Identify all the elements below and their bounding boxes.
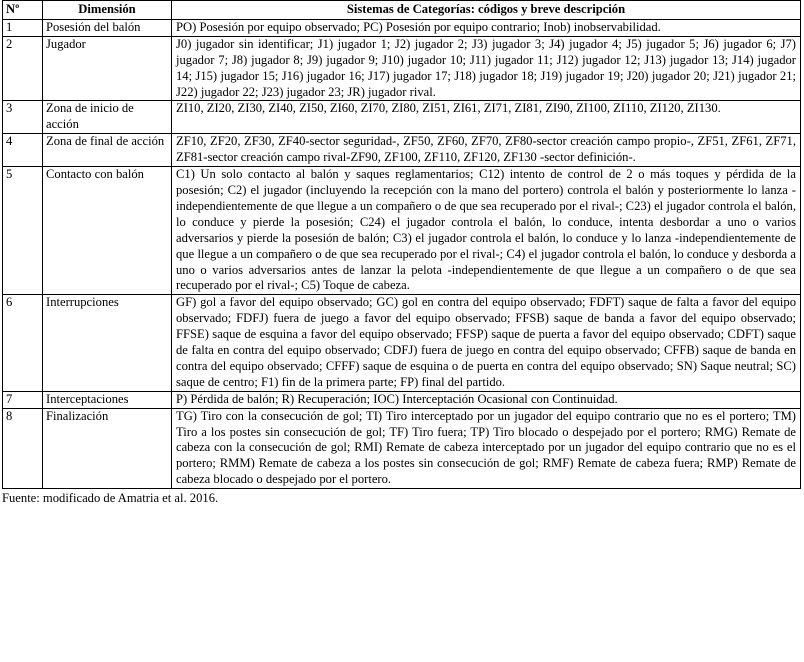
row-description: J0) jugador sin identificar; J1) jugador 1; J2) jugador 2; J3) jugador 3; J4) jugador 4; J5) jugador 5; J6) jugador 6; J7) jugador 7; J8) jugador 8; J9) jugador 9; J10) jugador 10; J11) jugador 11; J12) jugador 12; J13) jugador 13; J14) jugador 14; J15) jugador 15; J16) jugador 16; J17) jugador 17; J18) jugador 18; J19) jugador 19; J20) jugador 20; J21) jugador 21; J22) jugador 22; J23) jugador 23; JR) jugador rival.	[172, 36, 801, 101]
table-row	[3, 36, 801, 101]
row-number: 8	[3, 408, 43, 489]
row-dimension: Interceptaciones	[43, 391, 172, 408]
header-description: Sistemas de Categorías: códigos y breve descripción	[172, 1, 801, 20]
row-number: 5	[3, 167, 43, 295]
row-description: GF) gol a favor del equipo observado; GC) gol en contra del equipo observado; FDFT) saque de falta a favor del equipo observado; FDFJ) fuera de juego a favor del equipo observado; FFSB) saque de banda a favor del equipo observado; FFSE) saque de esquina a favor del equipo observado; FFSP) saque de puerta a favor del equipo observado; CDFT) saque de falta en contra del equipo observado; CDFJ) fuera de juego en contra del equipo observado; CFFB) saque de banda en contra del equipo observado; CFFF) saque de esquina o de puerta en contra del equipo observado; SN) Saque neutral; SC) saque de centro; F1) fin de la primera parte; FP) final del partido.	[172, 295, 801, 391]
table-row	[3, 101, 801, 134]
row-number: 1	[3, 19, 43, 36]
row-number: 6	[3, 295, 43, 391]
table-source-note: Fuente: modificado de Amatria et al. 2016.	[2, 491, 219, 506]
row-description: C1) Un solo contacto al balón y saques reglamentarios; C12) intento de control de 2 o más toques y pérdida de la posesión; C2) el jugador (incluyendo la recepción con la mano del portero) controla el balón y posteriormente lo lanza -independientemente de que llegue a un compañero o de que sea recuperado por el rival-; C23) el jugador controla el balón, lo conduce y pierde la posesión; C24) el jugador controla el balón, lo conduce, intenta desbordar a uno o varios adversarios y pierde la posesión de balón; C3) el jugador controla el balón, lo conduce y lo lanza -independientemente de que llegue a un compañero o de que sea recuperado por el rival-; C4) el jugador controla el balón, lo conduce y desborda a uno o varios adversarios antes de lanzar la pelota -independientemente de que llegue a un compañero o de que sea recuperado por el rival-; C5) Toque de cabeza.	[172, 167, 801, 295]
row-number: 2	[3, 36, 43, 101]
table-row	[3, 295, 801, 391]
row-dimension: Zona de final de acción	[43, 134, 172, 167]
row-number: 4	[3, 134, 43, 167]
row-dimension: Zona de inicio de acción	[43, 101, 172, 134]
row-dimension: Jugador	[43, 36, 172, 101]
table-row	[3, 391, 801, 408]
row-number: 7	[3, 391, 43, 408]
row-dimension: Contacto con balón	[43, 167, 172, 295]
row-description: ZF10, ZF20, ZF30, ZF40-sector seguridad-, ZF50, ZF60, ZF70, ZF80-sector creación campo propio-, ZF51, ZF61, ZF71, ZF81-sector creación campo rival-ZF90, ZF100, ZF110, ZF120, ZF130 -sector definición-.	[172, 134, 801, 167]
table-row	[3, 408, 801, 489]
row-description: ZI10, ZI20, ZI30, ZI40, ZI50, ZI60, ZI70, ZI80, ZI51, ZI61, ZI71, ZI81, ZI90, ZI100, ZI110, ZI120, ZI130.	[172, 101, 801, 134]
row-description: PO) Posesión por equipo observado; PC) Posesión por equipo contrario; Inob) inobservabilidad.	[172, 19, 801, 36]
row-dimension: Interrupciones	[43, 295, 172, 391]
table-header-row	[3, 1, 801, 20]
row-dimension: Finalización	[43, 408, 172, 489]
row-description: P) Pérdida de balón; R) Recuperación; IOC) Interceptación Ocasional con Continuidad.	[172, 391, 801, 408]
table-row	[3, 134, 801, 167]
row-description: TG) Tiro con la consecución de gol; TI) Tiro interceptado por un jugador del equipo contrario que no es el portero; TM) Tiro a los postes sin consecución de gol; TF) Tiro fuera; TP) Tiro blocado o despejado por el portero; RMG) Remate de cabeza con la consecución de gol; RMI) Remate de cabeza interceptado por un jugador del equipo contrario que no es el portero; RMM) Remate de cabeza a los postes sin consecución de gol; RMF) Remate de cabeza fuera; RMP) Remate de cabeza blocado o despejado por el portero.	[172, 408, 801, 489]
category-system-table	[2, 0, 801, 489]
document	[2, 0, 800, 506]
header-number: Nº	[3, 1, 43, 20]
row-number: 3	[3, 101, 43, 134]
table-row	[3, 167, 801, 295]
table-row	[3, 19, 801, 36]
row-dimension: Posesión del balón	[43, 19, 172, 36]
header-dimension: Dimensión	[43, 1, 172, 20]
